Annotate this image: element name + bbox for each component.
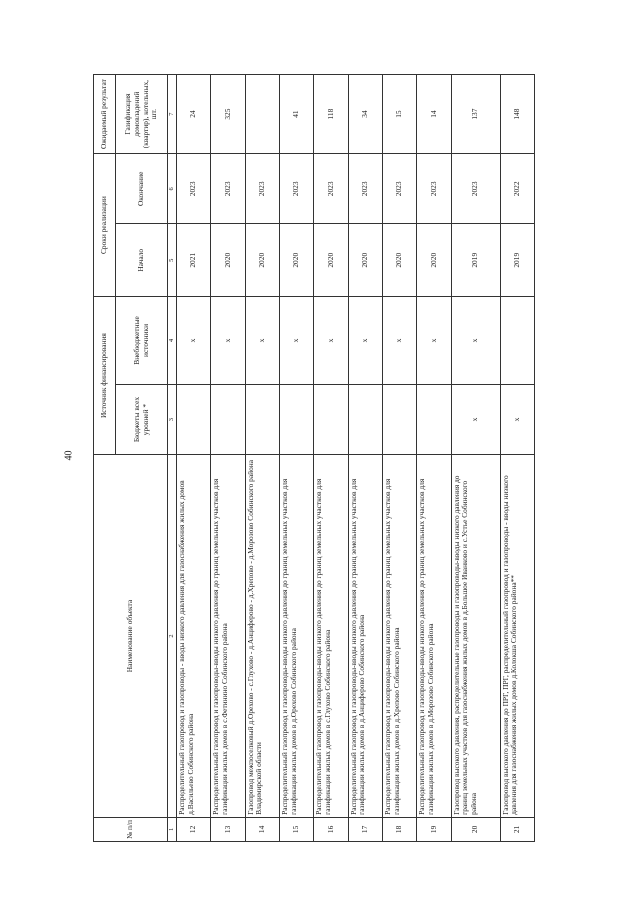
row-number: 20 — [451, 817, 500, 841]
col-number: 6 — [168, 154, 177, 224]
rotated-table-container — [93, 74, 535, 842]
start-year: 2019 — [451, 224, 500, 297]
finance-budget-cell — [211, 384, 245, 454]
col-number: 1 — [168, 817, 177, 841]
page-number: 40 — [63, 450, 75, 461]
object-name: Распределительный газопровод и газопроводы-вводы низкого давления до границ земельных участков для газификации жилых домов в д.Морозово Собинского района — [417, 455, 451, 818]
end-year: 2023 — [177, 154, 211, 224]
result-count: 34 — [348, 75, 382, 154]
header-terms-group: Сроки реализации — [94, 154, 116, 297]
row-number: 18 — [382, 817, 416, 841]
header-terms-start: Начало — [116, 224, 168, 297]
finance-extra-cell: x — [451, 297, 500, 385]
col-number: 3 — [168, 384, 177, 454]
end-year: 2023 — [245, 154, 279, 224]
header-name: Наименование объекта — [94, 455, 168, 818]
finance-extra-cell: x — [348, 297, 382, 385]
result-count: 148 — [500, 75, 534, 154]
start-year: 2020 — [279, 224, 313, 297]
result-count: 15 — [382, 75, 416, 154]
row-number: 13 — [211, 817, 245, 841]
start-year: 2019 — [500, 224, 534, 297]
header-finance-group: Источник финансирования — [94, 297, 116, 455]
object-name: Распределительный газопровод и газопроводы - вводы низкого давления для газоснабжения жилых домов д.Васильево Собинского района — [177, 455, 211, 818]
end-year: 2023 — [382, 154, 416, 224]
finance-budget-cell — [348, 384, 382, 454]
finance-budget-cell — [314, 384, 348, 454]
result-count: 24 — [177, 75, 211, 154]
finance-extra-cell: x — [417, 297, 451, 385]
object-name: Распределительный газопровод и газопроводы-вводы низкого давления до границ земельных участков для газификации жилых домов в д.Анциферово Собинского района — [348, 455, 382, 818]
finance-extra-cell: x — [314, 297, 348, 385]
object-name: Распределительный газопровод и газопроводы-вводы низкого давления до границ земельных участков для газификации жилых домов в с.Фетинино Собинского района — [211, 455, 245, 818]
header-result-sub: Газификация домовладений (квартир), котельных, шт. — [116, 75, 168, 154]
end-year: 2023 — [451, 154, 500, 224]
end-year: 2023 — [417, 154, 451, 224]
finance-budget-cell — [382, 384, 416, 454]
object-name: Газопровод высокого давления до ПРГ, ПРГ, распределительный газопровод и газопроводы - вводы низкого давления для газоснабжения жилых домов д.Колокша Собинского района** — [500, 455, 534, 818]
finance-extra-cell: x — [177, 297, 211, 385]
end-year: 2023 — [348, 154, 382, 224]
start-year: 2020 — [211, 224, 245, 297]
row-number: 12 — [177, 817, 211, 841]
table-row — [348, 75, 382, 842]
gasification-table — [93, 74, 535, 842]
result-count: 41 — [279, 75, 313, 154]
table-row — [382, 75, 416, 842]
table-row — [177, 75, 211, 842]
start-year: 2020 — [314, 224, 348, 297]
end-year: 2022 — [500, 154, 534, 224]
table-row — [417, 75, 451, 842]
object-name: Газопровод высокого давления, распределительные газопроводы и газопроводы-вводы низкого давления до границ земельных участков для газоснабжения жилых домов в д.Большое Иванково и с.Устье Собинского района — [451, 455, 500, 818]
result-count — [245, 75, 279, 154]
object-name: Газопровод межпоселковый д.Орехово - с.Глухово - д.Анциферово - д.Хрепово - д.Морозово Собинского района Владимирской области — [245, 455, 279, 818]
start-year: 2020 — [245, 224, 279, 297]
header-result-group: Ожидаемый результат — [94, 75, 116, 154]
col-number: 7 — [168, 75, 177, 154]
result-count: 118 — [314, 75, 348, 154]
finance-budget-cell — [177, 384, 211, 454]
finance-extra-cell — [500, 297, 534, 385]
finance-budget-cell — [417, 384, 451, 454]
table-row — [245, 75, 279, 842]
finance-extra-cell: x — [245, 297, 279, 385]
table-row — [211, 75, 245, 842]
finance-budget-cell — [279, 384, 313, 454]
end-year: 2023 — [211, 154, 245, 224]
row-number: 14 — [245, 817, 279, 841]
row-number: 15 — [279, 817, 313, 841]
row-number: 19 — [417, 817, 451, 841]
header-terms-end: Окончание — [116, 154, 168, 224]
result-count: 14 — [417, 75, 451, 154]
start-year: 2020 — [417, 224, 451, 297]
row-number: 17 — [348, 817, 382, 841]
col-number: 4 — [168, 297, 177, 385]
finance-budget-cell — [245, 384, 279, 454]
column-number-row — [168, 75, 177, 842]
finance-extra-cell: x — [279, 297, 313, 385]
header-finance-extra: Внебюджетные источники — [116, 297, 168, 385]
end-year: 2023 — [279, 154, 313, 224]
result-count: 325 — [211, 75, 245, 154]
finance-extra-cell: x — [382, 297, 416, 385]
table-row — [500, 75, 534, 842]
header-finance-budget: Бюджеты всех уровней * — [116, 384, 168, 454]
header-num: № п/п — [94, 817, 168, 841]
finance-budget-cell: x — [500, 384, 534, 454]
object-name: Распределительный газопровод и газопроводы-вводы низкого давления до границ земельных участков для газификации жилых домов в д.Орехово Собинского района — [279, 455, 313, 818]
end-year: 2023 — [314, 154, 348, 224]
start-year: 2021 — [177, 224, 211, 297]
col-number: 2 — [168, 455, 177, 818]
start-year: 2020 — [348, 224, 382, 297]
finance-extra-cell: x — [211, 297, 245, 385]
table-row — [279, 75, 313, 842]
row-number: 21 — [500, 817, 534, 841]
finance-budget-cell: x — [451, 384, 500, 454]
object-name: Распределительный газопровод и газопроводы-вводы низкого давления до границ земельных участков для газификации жилых домов в д.Хрепово Собинского района — [382, 455, 416, 818]
table-row — [451, 75, 500, 842]
row-number: 16 — [314, 817, 348, 841]
col-number: 5 — [168, 224, 177, 297]
result-count: 137 — [451, 75, 500, 154]
start-year: 2020 — [382, 224, 416, 297]
object-name: Распределительный газопровод и газопроводы-вводы низкого давления до границ земельных участков для газификации жилых домов в с.Глухово Собинского района — [314, 455, 348, 818]
table-row — [314, 75, 348, 842]
